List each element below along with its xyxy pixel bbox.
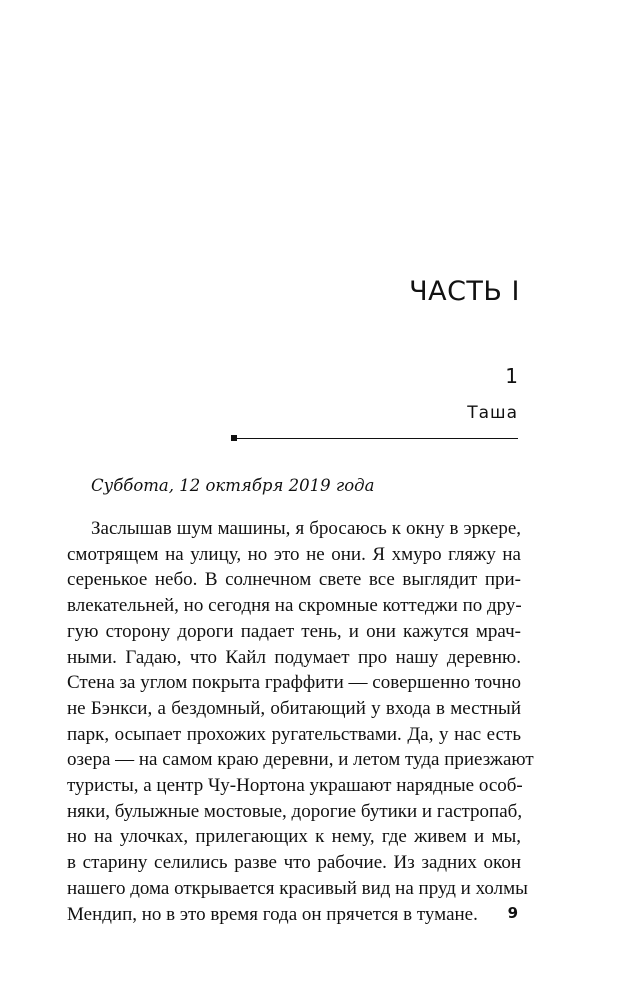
page-number: 9	[507, 904, 518, 922]
paragraph-line: в старину селились разве что рабочие. Из задних окон	[67, 852, 521, 874]
paragraph-line: но на улочках, прилегающих к нему, где живем и мы,	[67, 826, 521, 848]
part-title: ЧАСТЬ I	[409, 276, 520, 307]
chapter-name: Таша	[467, 403, 518, 423]
paragraph-line: Стена за углом покрыта граффити — совершенно точно	[67, 672, 521, 694]
paragraph-line: парк, осыпает прохожих ругательствами. Да, у нас есть	[67, 723, 521, 745]
paragraph-line: нашего дома открывается красивый вид на пруд и холмы	[67, 877, 528, 899]
paragraph-line: смотрящем на улицу, но это не они. Я хмуро гляжу на	[67, 543, 521, 565]
paragraph-line: влекательней, но сегодня на скромные коттеджи по дру-	[67, 595, 522, 617]
paragraph-line: туристы, а центр Чу-Нортона украшают нарядные особ-	[67, 775, 523, 797]
paragraph-line: Мендип, но в это время года он прячется в тумане.	[67, 903, 478, 925]
paragraph-line: ными. Гадаю, что Кайл подумает про нашу деревню.	[67, 646, 521, 668]
chapter-number: 1	[505, 364, 518, 388]
paragraph-line: няки, булыжные мостовые, дорогие бутики и гастропаб,	[67, 800, 523, 822]
body-paragraph	[67, 516, 534, 927]
paragraph-line: озера — на самом краю деревни, и летом туда приезжают	[67, 749, 534, 771]
paragraph-line: не Бэнкси, а бездомный, обитающий у входа в местный	[67, 697, 521, 719]
chapter-divider-rule	[233, 438, 518, 439]
date-line: Суббота, 12 октября 2019 года	[91, 476, 375, 495]
paragraph-line: гую сторону дороги падает тень, и они кажутся мрач-	[67, 620, 521, 642]
paragraph-line: серенькое небо. В солнечном свете все выглядит при-	[67, 569, 521, 591]
paragraph-line: Заслышав шум машины, я бросаюсь к окну в эркере,	[91, 518, 521, 539]
